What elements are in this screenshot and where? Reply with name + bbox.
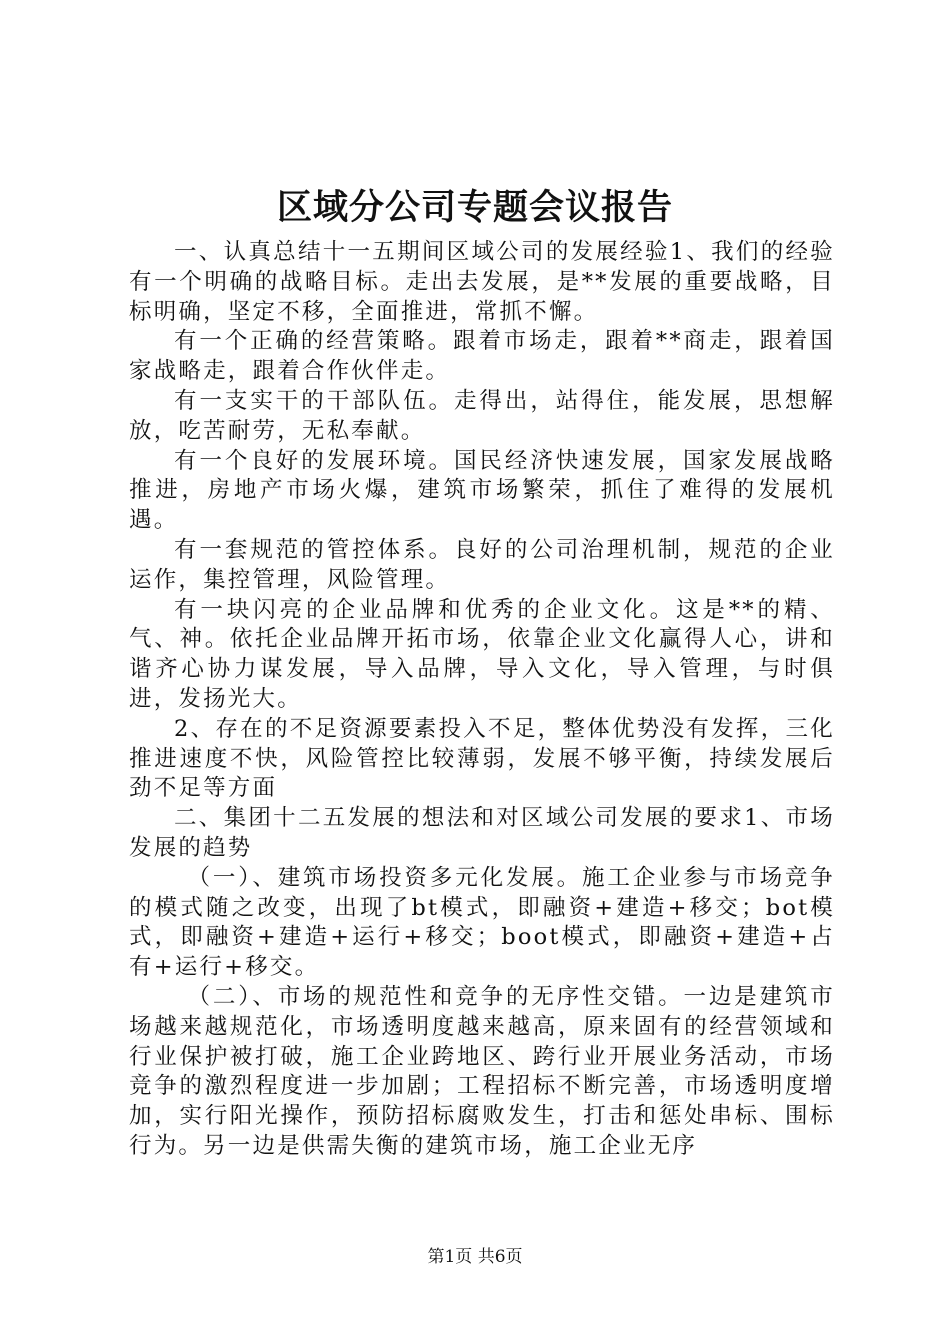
paragraph: 有一块闪亮的企业品牌和优秀的企业文化。这是**的精、气、神。依托企业品牌开拓市场，依靠企业文化赢得人心，讲和谐齐心协力谋发展，导入品牌，导入文化，导入管理，与时俱进，发扬光大。 — [129, 596, 835, 712]
paragraph: 有一支实干的干部队伍。走得出，站得住，能发展，思想解放，吃苦耐劳，无私奉献。 — [129, 387, 835, 444]
page-number: 第1页 共6页 — [427, 1247, 523, 1267]
paragraph: 2、存在的不足资源要素投入不足，整体优势没有发挥，三化推进速度不快，风险管控比较薄弱，发展不够平衡，持续发展后劲不足等方面 — [129, 715, 835, 802]
paragraph: 一、认真总结十一五期间区域公司的发展经验1、我们的经验有一个明确的战略目标。走出去发展，是**发展的重要战略，目标明确，坚定不移，全面推进，常抓不懈。 — [129, 239, 835, 325]
document-body — [129, 238, 835, 1162]
paragraph: 有一个良好的发展环境。国民经济快速发展，国家发展战略推进，房地产市场火爆，建筑市场繁荣，抓住了难得的发展机遇。 — [129, 447, 835, 534]
paragraph: 二、集团十二五发展的想法和对区域公司发展的要求1、市场发展的趋势 — [129, 805, 835, 861]
paragraph: （一）、建筑市场投资多元化发展。施工企业参与市场竞争的模式随之改变，出现了bt模式，即融资+建造+移交；bot模式，即融资+建造+运行+移交；boot模式，即融资+建造+占有+运行+移交。 — [129, 864, 835, 981]
document-title: 区域分公司专题会议报告 — [276, 187, 673, 228]
paragraph: 有一个正确的经营策略。跟着市场走，跟着**商走，跟着国家战略走，跟着合作伙伴走。 — [129, 328, 835, 385]
paragraph: （二）、市场的规范性和竞争的无序性交错。一边是建筑市场越来越规范化，市场透明度越来越高，原来固有的经营领域和行业保护被打破，施工企业跨地区、跨行业开展业务活动，市场竞争的激烈程度进一步加剧；工程招标不断完善，市场透明度增加，实行阳光操作，预防招标腐败发生，打击和惩处串标、围标行为。另一边是供需失衡的建筑市场，施工企业无序 — [129, 983, 835, 1159]
paragraph: 有一套规范的管控体系。良好的公司治理机制，规范的企业运作，集控管理，风险管理。 — [129, 536, 835, 593]
